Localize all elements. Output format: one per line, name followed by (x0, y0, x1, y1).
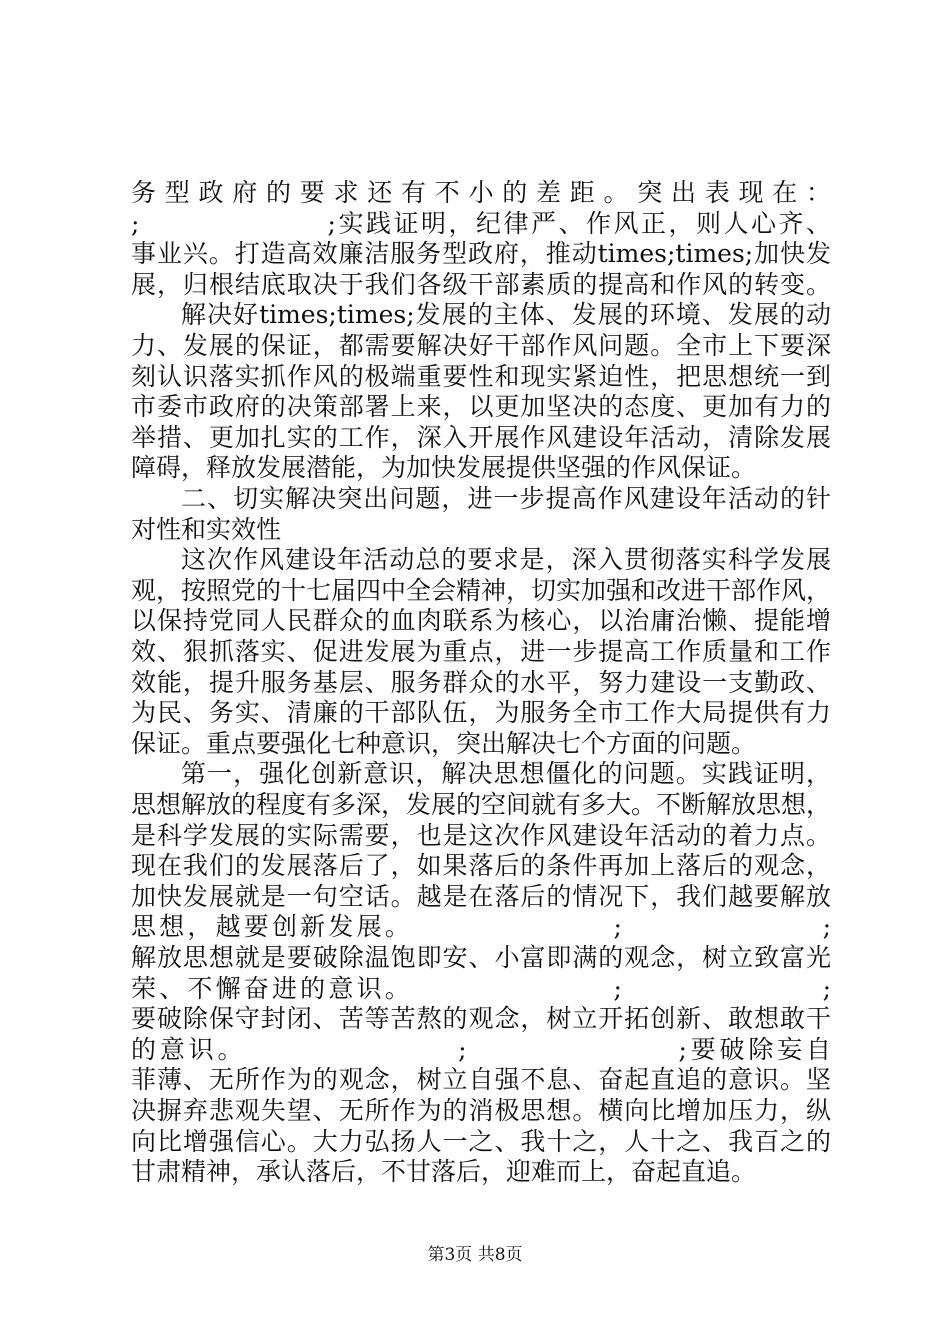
text-line: 菲薄、无所作为的观念，树立自强不息、奋起直追的意识。坚 (131, 1065, 831, 1094)
text-line: 举措、更加扎实的工作，深入开展作风建设年活动，清除发展 (131, 423, 831, 452)
text-line: 效能，提升服务基层、服务群众的水平，努力建设一支勤政、 (131, 668, 831, 697)
section-heading: 二、切实解决突出问题，进一步提高作风建设年活动的针 (181, 484, 831, 513)
text-line: 是科学发展的实际需要，也是这次作风建设年活动的着力点。 (131, 821, 831, 850)
text-line: 加快发展就是一句空话。越是在落后的情况下，我们越要解放 (131, 882, 831, 911)
text-line: 解放思想就是要破除温饱即安、小富即满的观念，树立致富光 (131, 943, 831, 972)
text-line: 的意识。 ; ;要破除妄自 (131, 1035, 831, 1064)
section-heading-cont: 对性和实效性 (131, 515, 282, 544)
text-line: 荣、不懈奋进的意识。 ; ; (131, 974, 831, 1003)
text-line: 市委市政府的决策部署上来，以更加坚决的态度、更加有力的 (131, 392, 831, 421)
text-line: 思想解放的程度有多深，发展的空间就有多大。不断解放思想， (131, 790, 831, 819)
text-line: 展，归根结底取决于我们各级干部素质的提高和作风的转变。 (131, 270, 831, 299)
text-line: 为民、务实、清廉的干部队伍，为服务全市工作大局提供有力 (131, 698, 831, 727)
text-line: 决摒弃悲观失望、无所作为的消极思想。横向比增加压力，纵 (131, 1096, 831, 1125)
text-line: 力、发展的保证，都需要解决好干部作风问题。全市上下要深 (131, 331, 831, 360)
text-line: 效、狠抓落实、促进发展为重点，进一步提高工作质量和工作 (131, 637, 831, 666)
text-line: 思想，越要创新发展。 ; ; (131, 912, 831, 941)
text-line: 保证。重点要强化七种意识，突出解决七个方面的问题。 (131, 729, 757, 758)
page-number-footer: 第3页 共8页 (427, 1245, 523, 1265)
text-line: 现在我们的发展落后了，如果落后的条件再加上落后的观念， (131, 851, 831, 880)
paragraph-first-line: 解决好times;times;发展的主体、发展的环境、发展的动 (181, 300, 831, 329)
text-line: 观，按照党的十七届四中全会精神，切实加强和改进干部作风， (131, 576, 831, 605)
paragraph-first-line: 第一，强化创新意识，解决思想僵化的问题。实践证明， (181, 759, 831, 788)
text-line: 务型政府的要求还有不小的差距。突出表现在： (131, 178, 831, 207)
text-line: 刻认识落实抓作风的极端重要性和现实紧迫性，把思想统一到 (131, 362, 831, 391)
text-line: 要破除保守封闭、苦等苦熬的观念，树立开拓创新、敢想敢干 (131, 1004, 831, 1033)
text-line: 向比增强信心。大力弘扬人一之、我十之，人十之、我百之的 (131, 1127, 831, 1156)
text-line: 以保持党同人民群众的血肉联系为核心，以治庸治懒、提能增 (131, 606, 831, 635)
text-line: ; ;实践证明，纪律严、作风正，则人心齐、 (131, 209, 831, 238)
text-line: 障碍，释放发展潜能，为加快发展提供坚强的作风保证。 (131, 453, 757, 482)
text-line: 事业兴。打造高效廉洁服务型政府，推动times;times;加快发 (131, 239, 831, 268)
paragraph-first-line: 这次作风建设年活动总的要求是，深入贯彻落实科学发展 (181, 545, 831, 574)
text-line: 甘肃精神，承认落后，不甘落后，迎难而上，奋起直追。 (131, 1157, 757, 1186)
